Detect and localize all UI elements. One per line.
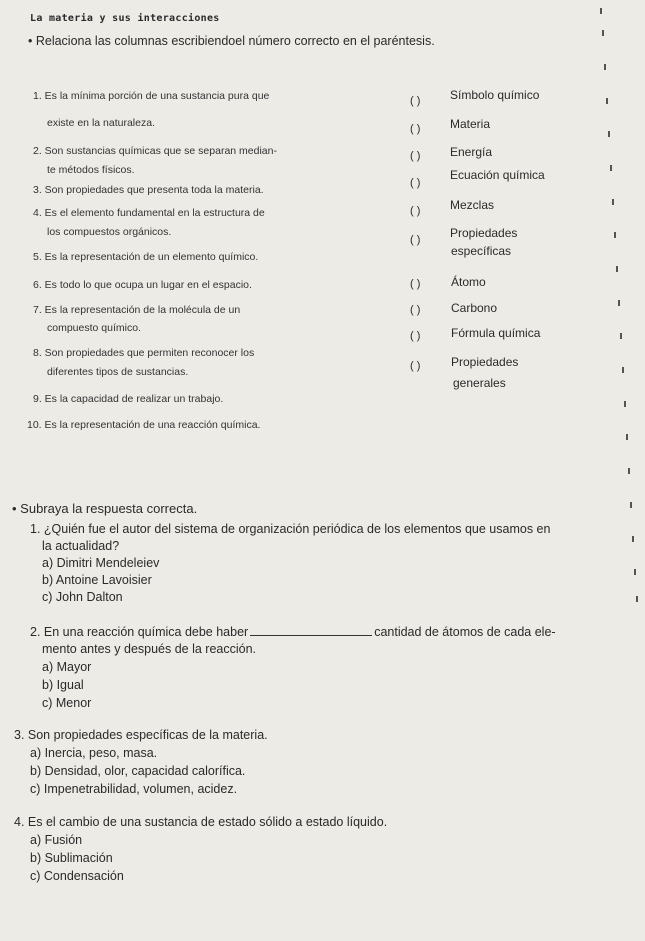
answer-paren-2[interactable]: ( ) bbox=[410, 123, 421, 135]
question-2-text-start: 2. En una reacción química debe haber bbox=[30, 625, 249, 639]
answer-paren-5[interactable]: ( ) bbox=[410, 205, 421, 217]
question-2-option-a[interactable]: a) Mayor bbox=[42, 660, 92, 674]
question-2-option-c[interactable]: c) Menor bbox=[42, 696, 92, 710]
answer-paren-3[interactable]: ( ) bbox=[410, 150, 421, 162]
binding-mark bbox=[630, 502, 632, 508]
binding-mark bbox=[626, 434, 628, 440]
binding-mark bbox=[610, 165, 612, 171]
question-2-text-line2: mento antes y después de la reacción. bbox=[42, 642, 257, 656]
binding-mark bbox=[624, 401, 626, 407]
binding-mark bbox=[618, 300, 620, 306]
binding-mark bbox=[634, 569, 636, 575]
binding-mark bbox=[608, 131, 610, 137]
concept-6: Propiedades bbox=[450, 226, 518, 240]
matching-instruction: • Relaciona las columnas escribiendoel número correcto en el paréntesis. bbox=[28, 34, 435, 48]
question-4-option-b[interactable]: b) Sublimación bbox=[30, 851, 113, 865]
definition-4-line2: los compuestos orgánicos. bbox=[47, 226, 172, 238]
binding-mark bbox=[600, 8, 602, 14]
definition-1-line1: 1. Es la mínima porción de una sustancia pura que bbox=[33, 90, 270, 102]
answer-paren-4[interactable]: ( ) bbox=[410, 177, 421, 189]
concept-1: Símbolo químico bbox=[450, 88, 540, 102]
question-1-option-c[interactable]: c) John Dalton bbox=[42, 590, 123, 604]
definition-1-line2: existe en la naturaleza. bbox=[47, 117, 155, 129]
question-4-option-c[interactable]: c) Condensación bbox=[30, 869, 124, 883]
answer-paren-7[interactable]: ( ) bbox=[410, 278, 421, 290]
binding-mark bbox=[602, 30, 604, 36]
concept-7: Átomo bbox=[451, 275, 486, 289]
concept-9: Fórmula química bbox=[451, 326, 541, 340]
definition-7-line2: compuesto químico. bbox=[47, 322, 141, 334]
binding-mark bbox=[604, 64, 606, 70]
worksheet-title: La materia y sus interacciones bbox=[30, 13, 220, 24]
concept-4: Ecuación química bbox=[450, 168, 545, 182]
definition-8-line2: diferentes tipos de sustancias. bbox=[47, 366, 189, 378]
underline-instruction: • Subraya la respuesta correcta. bbox=[12, 501, 198, 516]
binding-mark bbox=[606, 98, 608, 104]
definition-10-line1: 10. Es la representación de una reacción química. bbox=[27, 419, 261, 431]
question-3-option-c[interactable]: c) Impenetrabilidad, volumen, acidez. bbox=[30, 782, 238, 796]
concept-10-line2: generales bbox=[453, 376, 506, 390]
answer-paren-6[interactable]: ( ) bbox=[410, 234, 421, 246]
question-4-text: 4. Es el cambio de una sustancia de estado sólido a estado líquido. bbox=[14, 815, 388, 829]
binding-mark bbox=[628, 468, 630, 474]
definition-8-line1: 8. Son propiedades que permiten reconocer los bbox=[33, 347, 255, 359]
binding-mark bbox=[632, 536, 634, 542]
answer-paren-10[interactable]: ( ) bbox=[410, 360, 421, 372]
binding-mark bbox=[614, 232, 616, 238]
question-3-option-a[interactable]: a) Inercia, peso, masa. bbox=[30, 746, 158, 760]
concept-10: Propiedades bbox=[451, 355, 519, 369]
question-3-text: 3. Son propiedades específicas de la materia. bbox=[14, 728, 268, 742]
question-2-option-b[interactable]: b) Igual bbox=[42, 678, 84, 692]
concept-5: Mezclas bbox=[450, 198, 495, 212]
concept-3: Energía bbox=[450, 145, 493, 159]
question-1-option-b[interactable]: b) Antoine Lavoisier bbox=[42, 573, 152, 587]
binding-mark bbox=[622, 367, 624, 373]
binding-mark bbox=[636, 596, 638, 602]
binding-mark bbox=[616, 266, 618, 272]
concept-2: Materia bbox=[450, 117, 491, 131]
answer-blank[interactable] bbox=[250, 625, 372, 636]
question-2-text-end: cantidad de átomos de cada ele- bbox=[374, 625, 556, 639]
binding-mark bbox=[612, 199, 614, 205]
definition-2-line2: te métodos físicos. bbox=[47, 164, 135, 176]
concept-6-line2: específicas bbox=[451, 244, 512, 258]
question-1-text-line2: la actualidad? bbox=[42, 539, 120, 553]
question-1-option-a[interactable]: a) Dimitri Mendeleiev bbox=[42, 556, 160, 570]
concept-8: Carbono bbox=[451, 301, 498, 315]
answer-paren-8[interactable]: ( ) bbox=[410, 304, 421, 316]
question-2-text-line1 bbox=[30, 625, 556, 639]
question-4-option-a[interactable]: a) Fusión bbox=[30, 833, 83, 847]
definition-5-line1: 5. Es la representación de un elemento químico. bbox=[33, 251, 259, 263]
binding-mark bbox=[620, 333, 622, 339]
definition-3-line1: 3. Son propiedades que presenta toda la materia. bbox=[33, 184, 264, 196]
definition-9-line1: 9. Es la capacidad de realizar un trabajo. bbox=[33, 393, 224, 405]
definition-6-line1: 6. Es todo lo que ocupa un lugar en el espacio. bbox=[33, 279, 252, 291]
definition-2-line1: 2. Son sustancias químicas que se separan median- bbox=[33, 145, 277, 157]
definition-4-line1: 4. Es el elemento fundamental en la estructura de bbox=[33, 207, 265, 219]
question-1-text-line1: 1. ¿Quién fue el autor del sistema de organización periódica de los elementos que usamos en bbox=[30, 522, 551, 536]
definition-7-line1: 7. Es la representación de la molécula de un bbox=[33, 304, 241, 316]
answer-paren-9[interactable]: ( ) bbox=[410, 330, 421, 342]
question-3-option-b[interactable]: b) Densidad, olor, capacidad calorífica. bbox=[30, 764, 246, 778]
answer-paren-1[interactable]: ( ) bbox=[410, 95, 421, 107]
